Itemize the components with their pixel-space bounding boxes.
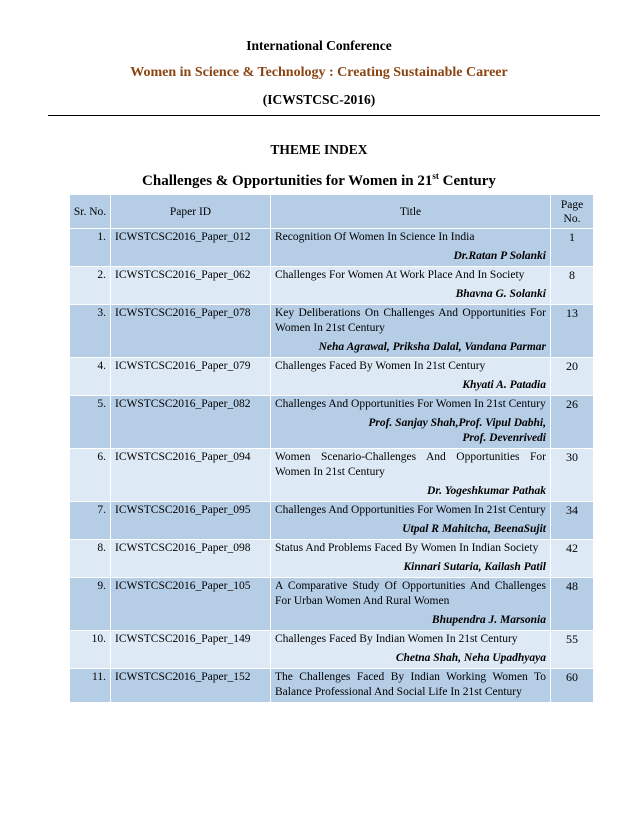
row-sr-no: 9. [70, 578, 111, 631]
row-title-cell [271, 449, 551, 502]
row-page-no: 30 [551, 449, 594, 502]
row-page-no: 42 [551, 540, 594, 578]
row-paper-id: ICWSTCSC2016_Paper_094 [111, 449, 271, 502]
paper-authors: Bhupendra J. Marsonia [431, 614, 546, 626]
table-body [70, 229, 594, 703]
row-paper-id: ICWSTCSC2016_Paper_012 [111, 229, 271, 267]
row-sr-no: 4. [70, 358, 111, 396]
col-header-sr: Sr. No. [70, 195, 111, 229]
category-superscript: st [432, 171, 439, 181]
paper-title: Status And Problems Faced By Women In Indian Society [275, 542, 539, 554]
paper-title: Women Scenario-Challenges And Opportunities For Women In 21st Century [275, 451, 546, 478]
table-row [70, 449, 594, 502]
row-page-no: 1 [551, 229, 594, 267]
table-row [70, 669, 594, 703]
paper-title: Challenges Faced By Women In 21st Century [275, 360, 486, 372]
paper-authors-cont: Prof. Devenrivedi [462, 432, 546, 444]
table-row [70, 229, 594, 267]
row-title-cell [271, 358, 551, 396]
paper-authors: Dr. Yogeshkumar Pathak [427, 485, 546, 497]
paper-title: Key Deliberations On Challenges And Opportunities For Women In 21st Century [275, 307, 546, 334]
row-sr-no: 5. [70, 396, 111, 449]
row-sr-no: 3. [70, 305, 111, 358]
row-title-cell [271, 540, 551, 578]
row-title-cell [271, 578, 551, 631]
theme-index-heading: THEME INDEX [270, 142, 368, 157]
paper-title: The Challenges Faced By Indian Working Women To Balance Professional And Social Life In 21st Century [275, 671, 546, 698]
row-sr-no: 1. [70, 229, 111, 267]
row-page-no: 20 [551, 358, 594, 396]
paper-title: Recognition Of Women In Science In India [275, 231, 475, 243]
paper-authors: Chetna Shah, Neha Upadhyaya [395, 652, 546, 664]
table-row [70, 267, 594, 305]
paper-title: Challenges And Opportunities For Women In 21st Century [275, 398, 546, 410]
theme-index-table [69, 195, 594, 703]
row-paper-id: ICWSTCSC2016_Paper_062 [111, 267, 271, 305]
row-sr-no: 7. [70, 502, 111, 540]
conference-subtitle: Women in Science & Technology : Creating Sustainable Career [130, 65, 508, 80]
table-row [70, 502, 594, 540]
row-sr-no: 6. [70, 449, 111, 502]
table-row [70, 396, 594, 449]
category-heading [0, 171, 638, 190]
row-sr-no: 2. [70, 267, 111, 305]
row-paper-id: ICWSTCSC2016_Paper_082 [111, 396, 271, 449]
row-page-no: 55 [551, 631, 594, 669]
conference-title: International Conference [246, 38, 392, 53]
col-header-paper-id: Paper ID [111, 195, 271, 229]
row-page-no: 60 [551, 669, 594, 703]
paper-authors: Utpal R Mahitcha, BeenaSujit [402, 523, 546, 535]
paper-authors: Khyati A. Patadia [462, 379, 546, 391]
row-title-cell [271, 631, 551, 669]
row-paper-id: ICWSTCSC2016_Paper_152 [111, 669, 271, 703]
category-text-end: Century [438, 173, 496, 189]
paper-authors: Bhavna G. Solanki [455, 288, 546, 300]
row-title-cell [271, 229, 551, 267]
category-text: Challenges & Opportunities for Women in 21 [142, 173, 433, 189]
row-paper-id: ICWSTCSC2016_Paper_149 [111, 631, 271, 669]
row-page-no: 34 [551, 502, 594, 540]
row-paper-id: ICWSTCSC2016_Paper_105 [111, 578, 271, 631]
col-header-page: Page No. [551, 195, 594, 229]
row-page-no: 13 [551, 305, 594, 358]
row-title-cell [271, 267, 551, 305]
col-header-title: Title [271, 195, 551, 229]
row-sr-no: 11. [70, 669, 111, 703]
paper-authors: Prof. Sanjay Shah,Prof. Vipul Dabhi, [368, 417, 546, 429]
row-page-no: 8 [551, 267, 594, 305]
paper-title: A Comparative Study Of Opportunities And Challenges For Urban Women And Rural Women [275, 580, 546, 607]
row-page-no: 48 [551, 578, 594, 631]
row-paper-id: ICWSTCSC2016_Paper_095 [111, 502, 271, 540]
row-title-cell [271, 305, 551, 358]
row-paper-id: ICWSTCSC2016_Paper_098 [111, 540, 271, 578]
row-sr-no: 10. [70, 631, 111, 669]
row-paper-id: ICWSTCSC2016_Paper_078 [111, 305, 271, 358]
table-row [70, 305, 594, 358]
table-row [70, 358, 594, 396]
table-row [70, 540, 594, 578]
row-sr-no: 8. [70, 540, 111, 578]
row-title-cell [271, 502, 551, 540]
table-row [70, 578, 594, 631]
paper-authors: Kinnari Sutaria, Kailash Patil [403, 561, 546, 573]
paper-title: Challenges For Women At Work Place And In Society [275, 269, 525, 281]
row-title-cell [271, 396, 551, 449]
paper-title: Challenges Faced By Indian Women In 21st Century [275, 633, 518, 645]
row-paper-id: ICWSTCSC2016_Paper_079 [111, 358, 271, 396]
row-page-no: 26 [551, 396, 594, 449]
paper-authors: Neha Agrawal, Priksha Dalal, Vandana Parmar [318, 341, 546, 353]
paper-authors: Dr.Ratan P Solanki [453, 250, 546, 262]
paper-title: Challenges And Opportunities For Women In 21st Century [275, 504, 546, 516]
header-divider [48, 115, 600, 116]
table-row [70, 631, 594, 669]
conference-code: (ICWSTCSC-2016) [262, 92, 376, 107]
row-title-cell [271, 669, 551, 703]
table-header-row [70, 195, 594, 229]
